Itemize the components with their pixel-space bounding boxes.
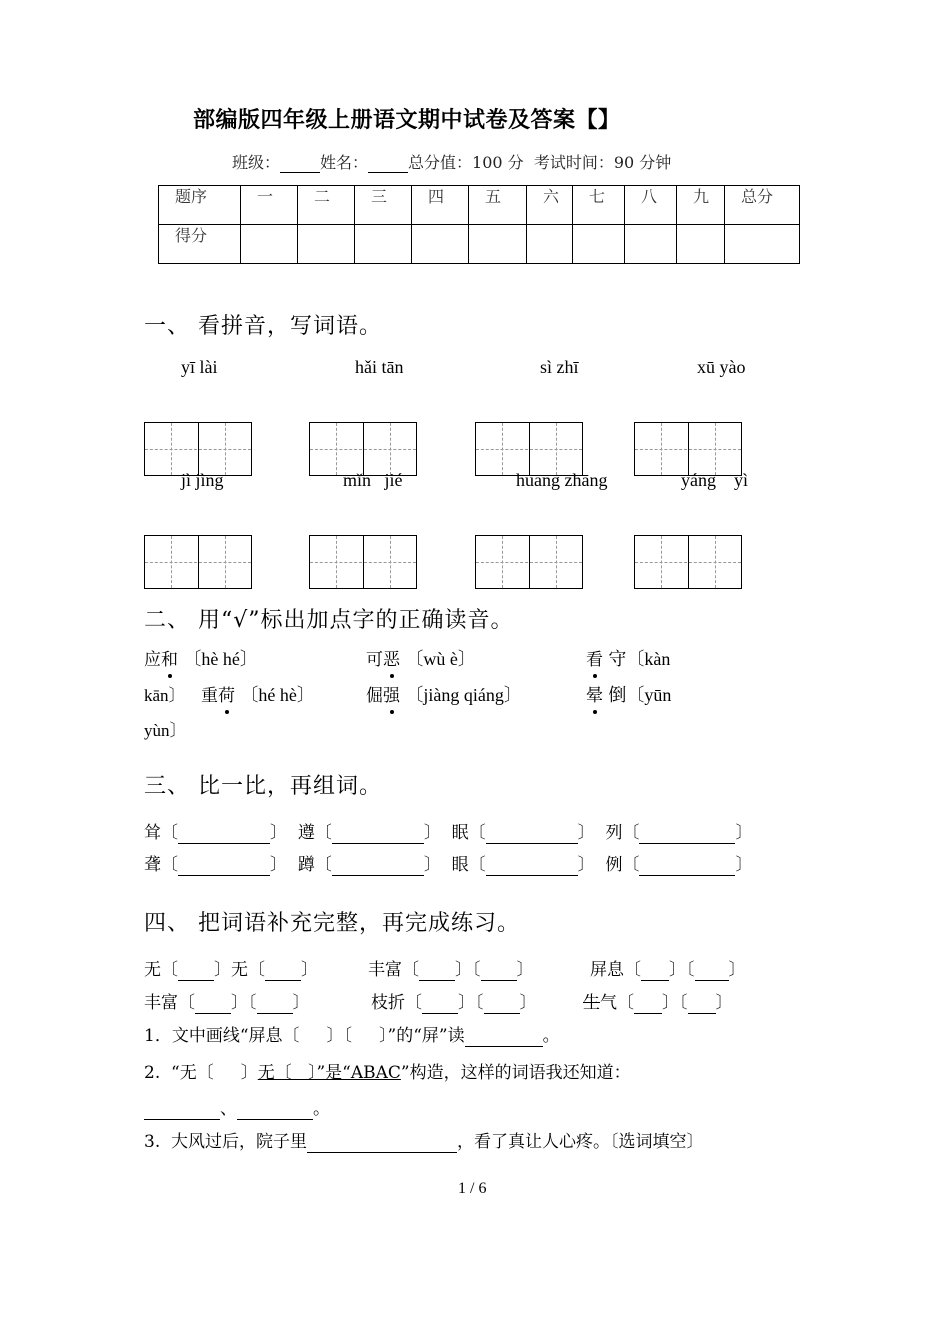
compare-char: 眼 <box>451 855 469 875</box>
tianzige-box[interactable] <box>634 422 742 476</box>
score-header-cell: 七 <box>573 186 625 225</box>
idiom-blank[interactable] <box>265 960 301 981</box>
idiom-text: 〕〔 <box>669 960 695 980</box>
pinyin-8: yáng yì <box>681 470 748 490</box>
idiom-text: 〕〔 <box>662 993 688 1013</box>
idiom-text: 〕 <box>301 960 318 980</box>
name-label: 姓名： <box>320 153 369 172</box>
question-text: 2. “无〔 〕 <box>144 1063 258 1083</box>
compare-char: 聋 <box>144 855 161 875</box>
s2-char: 可 <box>366 650 383 670</box>
idiom-item <box>144 988 310 1014</box>
s2-options-cont[interactable]: kān〕 <box>144 686 186 705</box>
score-header-cell: 一 <box>241 186 298 225</box>
idiom-text: 〕〔 <box>458 993 484 1013</box>
class-blank[interactable] <box>280 153 320 173</box>
idiom-blank[interactable] <box>641 960 669 981</box>
page-number: 1 / 6 <box>458 1180 487 1197</box>
score-table <box>158 185 800 264</box>
idiom-blank[interactable] <box>422 993 458 1014</box>
idiom-text: 〕 <box>519 993 537 1013</box>
question-text: 1．文中画线“屏息〔 〕〔 〕”的“屏”读 <box>144 1026 465 1046</box>
total-label: 总分值：100 分 <box>408 153 524 172</box>
s2-char: 倔 <box>366 686 383 706</box>
idiom-text: 生 <box>583 993 600 1013</box>
s2-item[interactable] <box>366 645 476 671</box>
idiom-text: 〕 <box>516 960 534 980</box>
section-2-heading: 二、 用“√”标出加点字的正确读音。 <box>144 608 514 633</box>
score-cell[interactable] <box>677 225 725 264</box>
question-2 <box>144 1058 631 1083</box>
score-header-cell: 五 <box>469 186 527 225</box>
pinyin-6: mǐn jié <box>343 470 403 490</box>
compare-row: 耸〔 〕 遵〔 〕 眠〔 〕 列〔 〕 <box>144 823 753 843</box>
idiom-text: 〕〔 <box>455 960 481 980</box>
s2-options[interactable]: 〔hè hé〕 <box>183 649 258 669</box>
pinyin-1: yī lài <box>181 357 218 377</box>
score-header-cell: 总分 <box>725 186 800 225</box>
score-header-cell: 九 <box>677 186 725 225</box>
idiom-item <box>144 955 318 981</box>
word-blank[interactable] <box>486 823 578 844</box>
idiom-blank[interactable] <box>481 960 517 981</box>
s2-item[interactable] <box>366 681 522 707</box>
s2-char: 应 <box>144 650 161 670</box>
word-blank[interactable] <box>332 823 424 844</box>
idiom-blank[interactable] <box>195 993 231 1014</box>
score-header-cell: 二 <box>298 186 355 225</box>
answer-blank[interactable] <box>144 1099 220 1120</box>
compare-char: 蹲 <box>297 855 315 875</box>
compare-char: 耸 <box>144 823 161 843</box>
section-1-heading: 一、 看拼音，写词语。 <box>144 314 382 339</box>
score-cell[interactable] <box>469 225 527 264</box>
idiom-text: 无〔 <box>144 960 178 980</box>
s2-options[interactable]: 〔hé hè〕 <box>240 685 315 705</box>
tianzige-box[interactable] <box>475 422 583 476</box>
question-text: ”构造，这样的词语我还知道： <box>400 1063 631 1083</box>
question-text: 。 <box>542 1026 560 1046</box>
dotted-char: 晕 <box>586 681 603 706</box>
score-cell[interactable] <box>298 225 355 264</box>
idiom-blank[interactable] <box>634 993 662 1014</box>
idiom-text: 〕无〔 <box>214 960 265 980</box>
idiom-item <box>368 955 534 981</box>
score-cell[interactable] <box>527 225 573 264</box>
idiom-text: 气〔 <box>600 993 634 1013</box>
tianzige-box[interactable] <box>309 535 417 589</box>
word-blank[interactable] <box>178 823 270 844</box>
dotted-char: 恶 <box>383 645 400 670</box>
question-text: 3. 大风过后，院子里 <box>144 1132 308 1152</box>
idiom-text: 丰富〔 <box>368 960 419 980</box>
exam-meta <box>232 150 671 173</box>
s2-options[interactable]: 倒〔yūn <box>608 685 672 705</box>
compare-char: 列 <box>605 823 623 843</box>
dotted-char: 看 <box>586 645 603 670</box>
score-table-header-row <box>159 186 800 225</box>
s2-char: 重 <box>201 686 218 706</box>
period: 。 <box>313 1099 330 1119</box>
page-title: 部编版四年级上册语文期中试卷及答案【】 <box>193 107 621 133</box>
question-3 <box>144 1127 704 1153</box>
tianzige-box[interactable] <box>634 535 742 589</box>
compare-char: 例 <box>605 855 623 875</box>
s2-item[interactable] <box>586 681 671 707</box>
idiom-blank[interactable] <box>695 960 729 981</box>
idiom-text: 屏息〔 <box>590 960 641 980</box>
section-3-heading: 三、 比一比，再组词。 <box>144 774 382 799</box>
idiom-item <box>583 988 733 1014</box>
compare-char: 眠 <box>451 823 469 843</box>
answer-blank[interactable] <box>307 1132 457 1153</box>
s2-options[interactable]: 守〔kàn <box>608 649 671 669</box>
s2-options[interactable]: 〔jiàng qiáng〕 <box>405 685 522 705</box>
pinyin-7: huāng zhāng <box>516 470 608 490</box>
dotted-char: 强 <box>383 681 400 706</box>
idiom-text: 〕 <box>728 960 746 980</box>
score-header-cell: 六 <box>527 186 573 225</box>
class-label: 班级： <box>232 153 281 172</box>
score-cell[interactable] <box>241 225 298 264</box>
pinyin-3: sì zhī <box>540 357 579 377</box>
idiom-blank[interactable] <box>688 993 716 1014</box>
time-label: 考试时间：90 分钟 <box>533 153 672 172</box>
word-blank[interactable] <box>178 855 270 876</box>
idiom-text: 〕 <box>292 993 310 1013</box>
dotted-char: 荷 <box>218 681 235 706</box>
idiom-item <box>371 988 537 1014</box>
section-4-heading: 四、 把词语补充完整，再完成练习。 <box>144 911 520 936</box>
idiom-text: 〕〔 <box>231 993 257 1013</box>
compare-char: 遵 <box>297 823 315 843</box>
tianzige-box[interactable] <box>144 535 252 589</box>
idiom-text: 枝折〔 <box>371 993 422 1013</box>
s2-options[interactable]: 〔wù è〕 <box>405 649 476 669</box>
score-cell[interactable] <box>573 225 625 264</box>
idiom-blank[interactable] <box>419 960 455 981</box>
score-header-cell: 八 <box>625 186 677 225</box>
question-2-answers <box>144 1094 330 1120</box>
pinyin-4: xū yào <box>697 357 746 377</box>
score-cell[interactable] <box>355 225 412 264</box>
s2-options-cont[interactable]: yùn〕 <box>144 721 187 740</box>
idiom-blank[interactable] <box>484 993 520 1014</box>
word-blank[interactable] <box>486 855 578 876</box>
name-blank[interactable] <box>368 153 408 173</box>
idiom-text: 〕 <box>715 993 733 1013</box>
tianzige-box[interactable] <box>144 422 252 476</box>
score-header-cell: 题序 <box>159 186 241 225</box>
underlined-text: 无〔 〕”是“ABAC <box>257 1063 401 1083</box>
score-row-label: 得分 <box>159 225 241 264</box>
score-header-cell: 三 <box>355 186 412 225</box>
idiom-item <box>590 955 746 981</box>
word-blank[interactable] <box>639 855 735 876</box>
question-text: ，看了真让人心疼。〔选词填空〕 <box>457 1132 704 1152</box>
score-cell[interactable] <box>412 225 469 264</box>
score-table-score-row <box>159 225 800 264</box>
idiom-blank[interactable] <box>257 993 293 1014</box>
question-1 <box>144 1021 560 1047</box>
tianzige-box[interactable] <box>309 422 417 476</box>
s2-item[interactable] <box>201 681 315 707</box>
dotted-char: 和 <box>161 645 178 670</box>
idiom-blank[interactable] <box>178 960 214 981</box>
score-cell[interactable] <box>625 225 677 264</box>
compare-row: 聋〔 〕 蹲〔 〕 眼〔 〕 例〔 〕 <box>144 855 753 875</box>
s2-item[interactable] <box>586 645 670 671</box>
pinyin-5: jì jìng <box>181 470 224 490</box>
answer-blank[interactable] <box>465 1026 543 1047</box>
idiom-text: 丰富〔 <box>144 993 195 1013</box>
answer-blank[interactable] <box>237 1099 313 1120</box>
score-header-cell: 四 <box>412 186 469 225</box>
score-cell[interactable] <box>725 225 800 264</box>
word-blank[interactable] <box>332 855 424 876</box>
separator: 、 <box>220 1099 237 1119</box>
word-blank[interactable] <box>639 823 735 844</box>
pinyin-2: hǎi tān <box>355 357 404 377</box>
s2-item[interactable] <box>144 645 258 671</box>
tianzige-box[interactable] <box>475 535 583 589</box>
